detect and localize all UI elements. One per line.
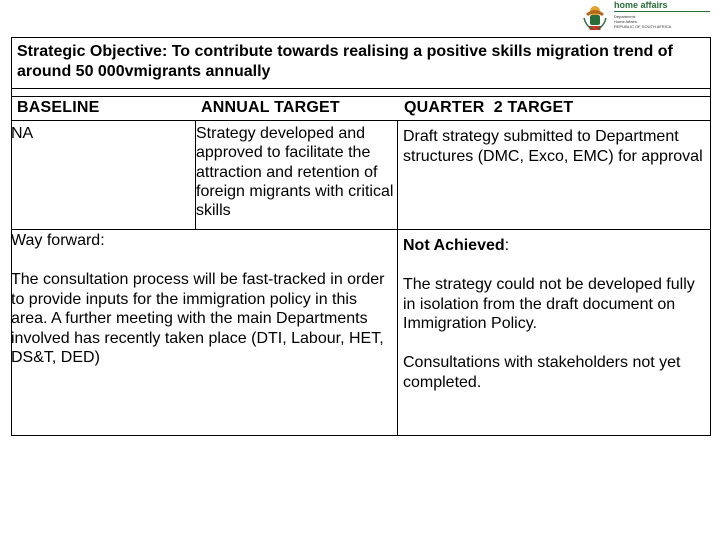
header-bottom-line	[11, 120, 711, 121]
logo-subline-3: REPUBLIC OF SOUTH AFRICA	[614, 24, 672, 29]
row-bottom-line	[11, 229, 711, 230]
header-annual-target: ANNUAL TARGET	[201, 99, 340, 116]
column-divider-2	[397, 120, 398, 436]
status-line	[403, 236, 509, 256]
coat-of-arms-icon	[580, 2, 610, 32]
strategic-objective: Strategic Objective: To contribute towards realising a positive skills migration trend of around 50 000vmigrants annually	[17, 43, 673, 80]
header-quarter-target: QUARTER 2 TARGET	[404, 99, 574, 116]
logo-subline-1: Department:	[614, 14, 637, 19]
status-label-suffix: :	[504, 237, 510, 254]
status-text-2: Consultations with stakeholders not yet completed.	[403, 354, 681, 391]
way-forward-text: The consultation process will be fast-tracked in order to provide inputs for the immigration policy in this area. A further meeting with the main Departments involved has recently taken place (DTI, Labour, HET, DS&T, DED)	[11, 271, 385, 366]
header-top-line	[11, 96, 711, 97]
logo-title: home affairs	[614, 0, 668, 10]
way-forward-label: Way forward:	[11, 232, 105, 249]
annual-target-value: Strategy developed and approved to facilitate the attraction and retention of foreign migrants with critical skills	[196, 125, 394, 220]
baseline-value: NA	[11, 125, 34, 142]
quarter-target-value: Draft strategy submitted to Department structures (DMC, Exco, EMC) for approval	[403, 128, 703, 165]
department-logo	[580, 0, 715, 34]
logo-subline-2: Home Affairs	[614, 19, 637, 24]
status-label: Not Achieved	[403, 237, 505, 254]
logo-rule	[614, 11, 710, 12]
status-text-1: The strategy could not be developed fully in isolation from the draft document on Immigration Policy.	[403, 276, 695, 332]
header-baseline: BASELINE	[17, 99, 100, 116]
